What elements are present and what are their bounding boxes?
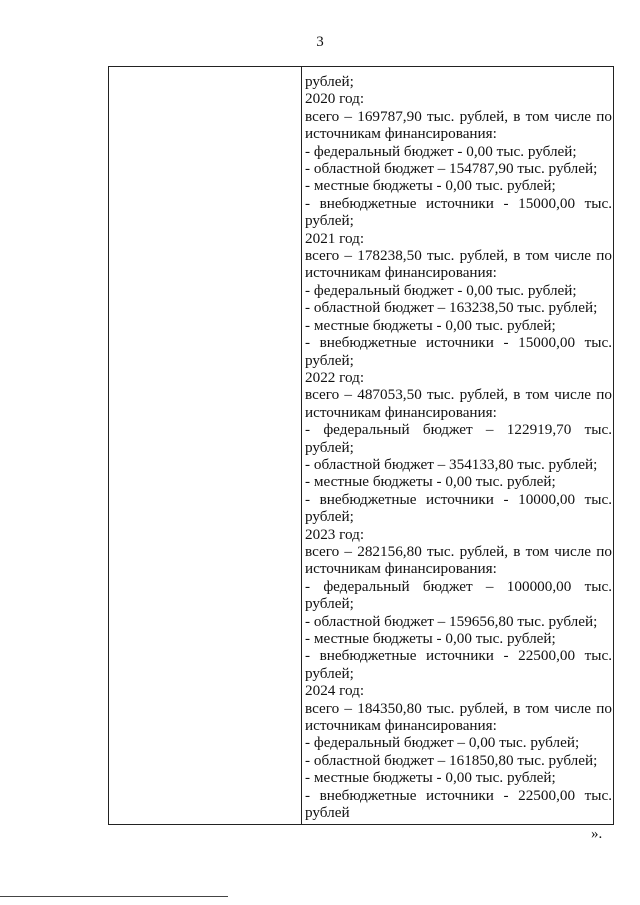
text-line: - местные бюджеты - 0,00 тыс. рублей;: [305, 316, 556, 334]
text-line: - местные бюджеты - 0,00 тыс. рублей;: [305, 769, 556, 787]
funding-table: [108, 66, 614, 825]
text-line: - областной бюджет – 354133,80 тыс. рублей;: [305, 455, 598, 473]
text-line: рублей: [305, 804, 350, 822]
text-line: - внебюджетные источники - 15000,00 тыс.: [305, 194, 612, 212]
text-line: - внебюджетные источники - 22500,00 тыс.: [305, 786, 612, 804]
text-line: 2022 год:: [305, 368, 365, 386]
text-line: источникам финансирования:: [305, 264, 497, 282]
text-line: - внебюджетные источники - 10000,00 тыс.: [305, 490, 612, 508]
text-line: 2023 год:: [305, 525, 365, 543]
funding-details-cell: [305, 73, 612, 821]
text-line: всего – 184350,80 тыс. рублей, в том числе по: [305, 699, 612, 717]
text-line: - областной бюджет – 159656,80 тыс. рублей;: [305, 612, 598, 630]
text-line: 2020 год:: [305, 90, 365, 108]
text-line: - федеральный бюджет – 122919,70 тыс.: [305, 421, 612, 439]
text-line: рублей;: [305, 664, 354, 682]
text-line: - местные бюджеты - 0,00 тыс. рублей;: [305, 473, 556, 491]
text-line: рублей;: [305, 595, 354, 613]
text-line: рублей;: [305, 351, 354, 369]
page-number: 3: [316, 34, 324, 50]
text-line: - местные бюджеты - 0,00 тыс. рублей;: [305, 177, 556, 195]
text-line: источникам финансирования:: [305, 560, 497, 578]
text-line: всего – 169787,90 тыс. рублей, в том числе по: [305, 107, 612, 125]
text-line: всего – 178238,50 тыс. рублей, в том числе по: [305, 247, 612, 265]
text-line: - федеральный бюджет - 0,00 тыс. рублей;: [305, 281, 577, 299]
text-line: - федеральный бюджет – 100000,00 тыс.: [305, 577, 612, 595]
text-line: - местные бюджеты - 0,00 тыс. рублей;: [305, 630, 556, 647]
text-line: источникам финансирования:: [305, 717, 497, 735]
text-line: рублей;: [305, 212, 354, 230]
text-line: источникам финансирования:: [305, 403, 497, 421]
text-line: - областной бюджет – 154787,90 тыс. рублей;: [305, 160, 598, 178]
text-line: - федеральный бюджет – 0,00 тыс. рублей;: [305, 734, 580, 752]
text-line: рублей;: [305, 438, 354, 456]
text-line: 2024 год:: [305, 682, 365, 700]
text-line: - федеральный бюджет - 0,00 тыс. рублей;: [305, 142, 577, 160]
text-line: всего – 487053,50 тыс. рублей, в том числе по: [305, 386, 612, 404]
text-line: - внебюджетные источники - 15000,00 тыс.: [305, 334, 612, 352]
text-line: 2021 год:: [305, 229, 365, 247]
text-line: всего – 282156,80 тыс. рублей, в том числе по: [305, 542, 612, 560]
text-line: - внебюджетные источники - 22500,00 тыс.: [305, 647, 612, 665]
text-line: - областной бюджет – 161850,80 тыс. рублей;: [305, 751, 598, 769]
text-line: рублей;: [305, 508, 354, 526]
text-line: источникам финансирования:: [305, 125, 497, 143]
footnote-rule: [0, 896, 228, 897]
text-line: рублей;: [305, 73, 354, 90]
closing-quote: ».: [591, 826, 603, 842]
column-divider: [301, 67, 302, 824]
text-line: - областной бюджет – 163238,50 тыс. рублей;: [305, 299, 598, 317]
